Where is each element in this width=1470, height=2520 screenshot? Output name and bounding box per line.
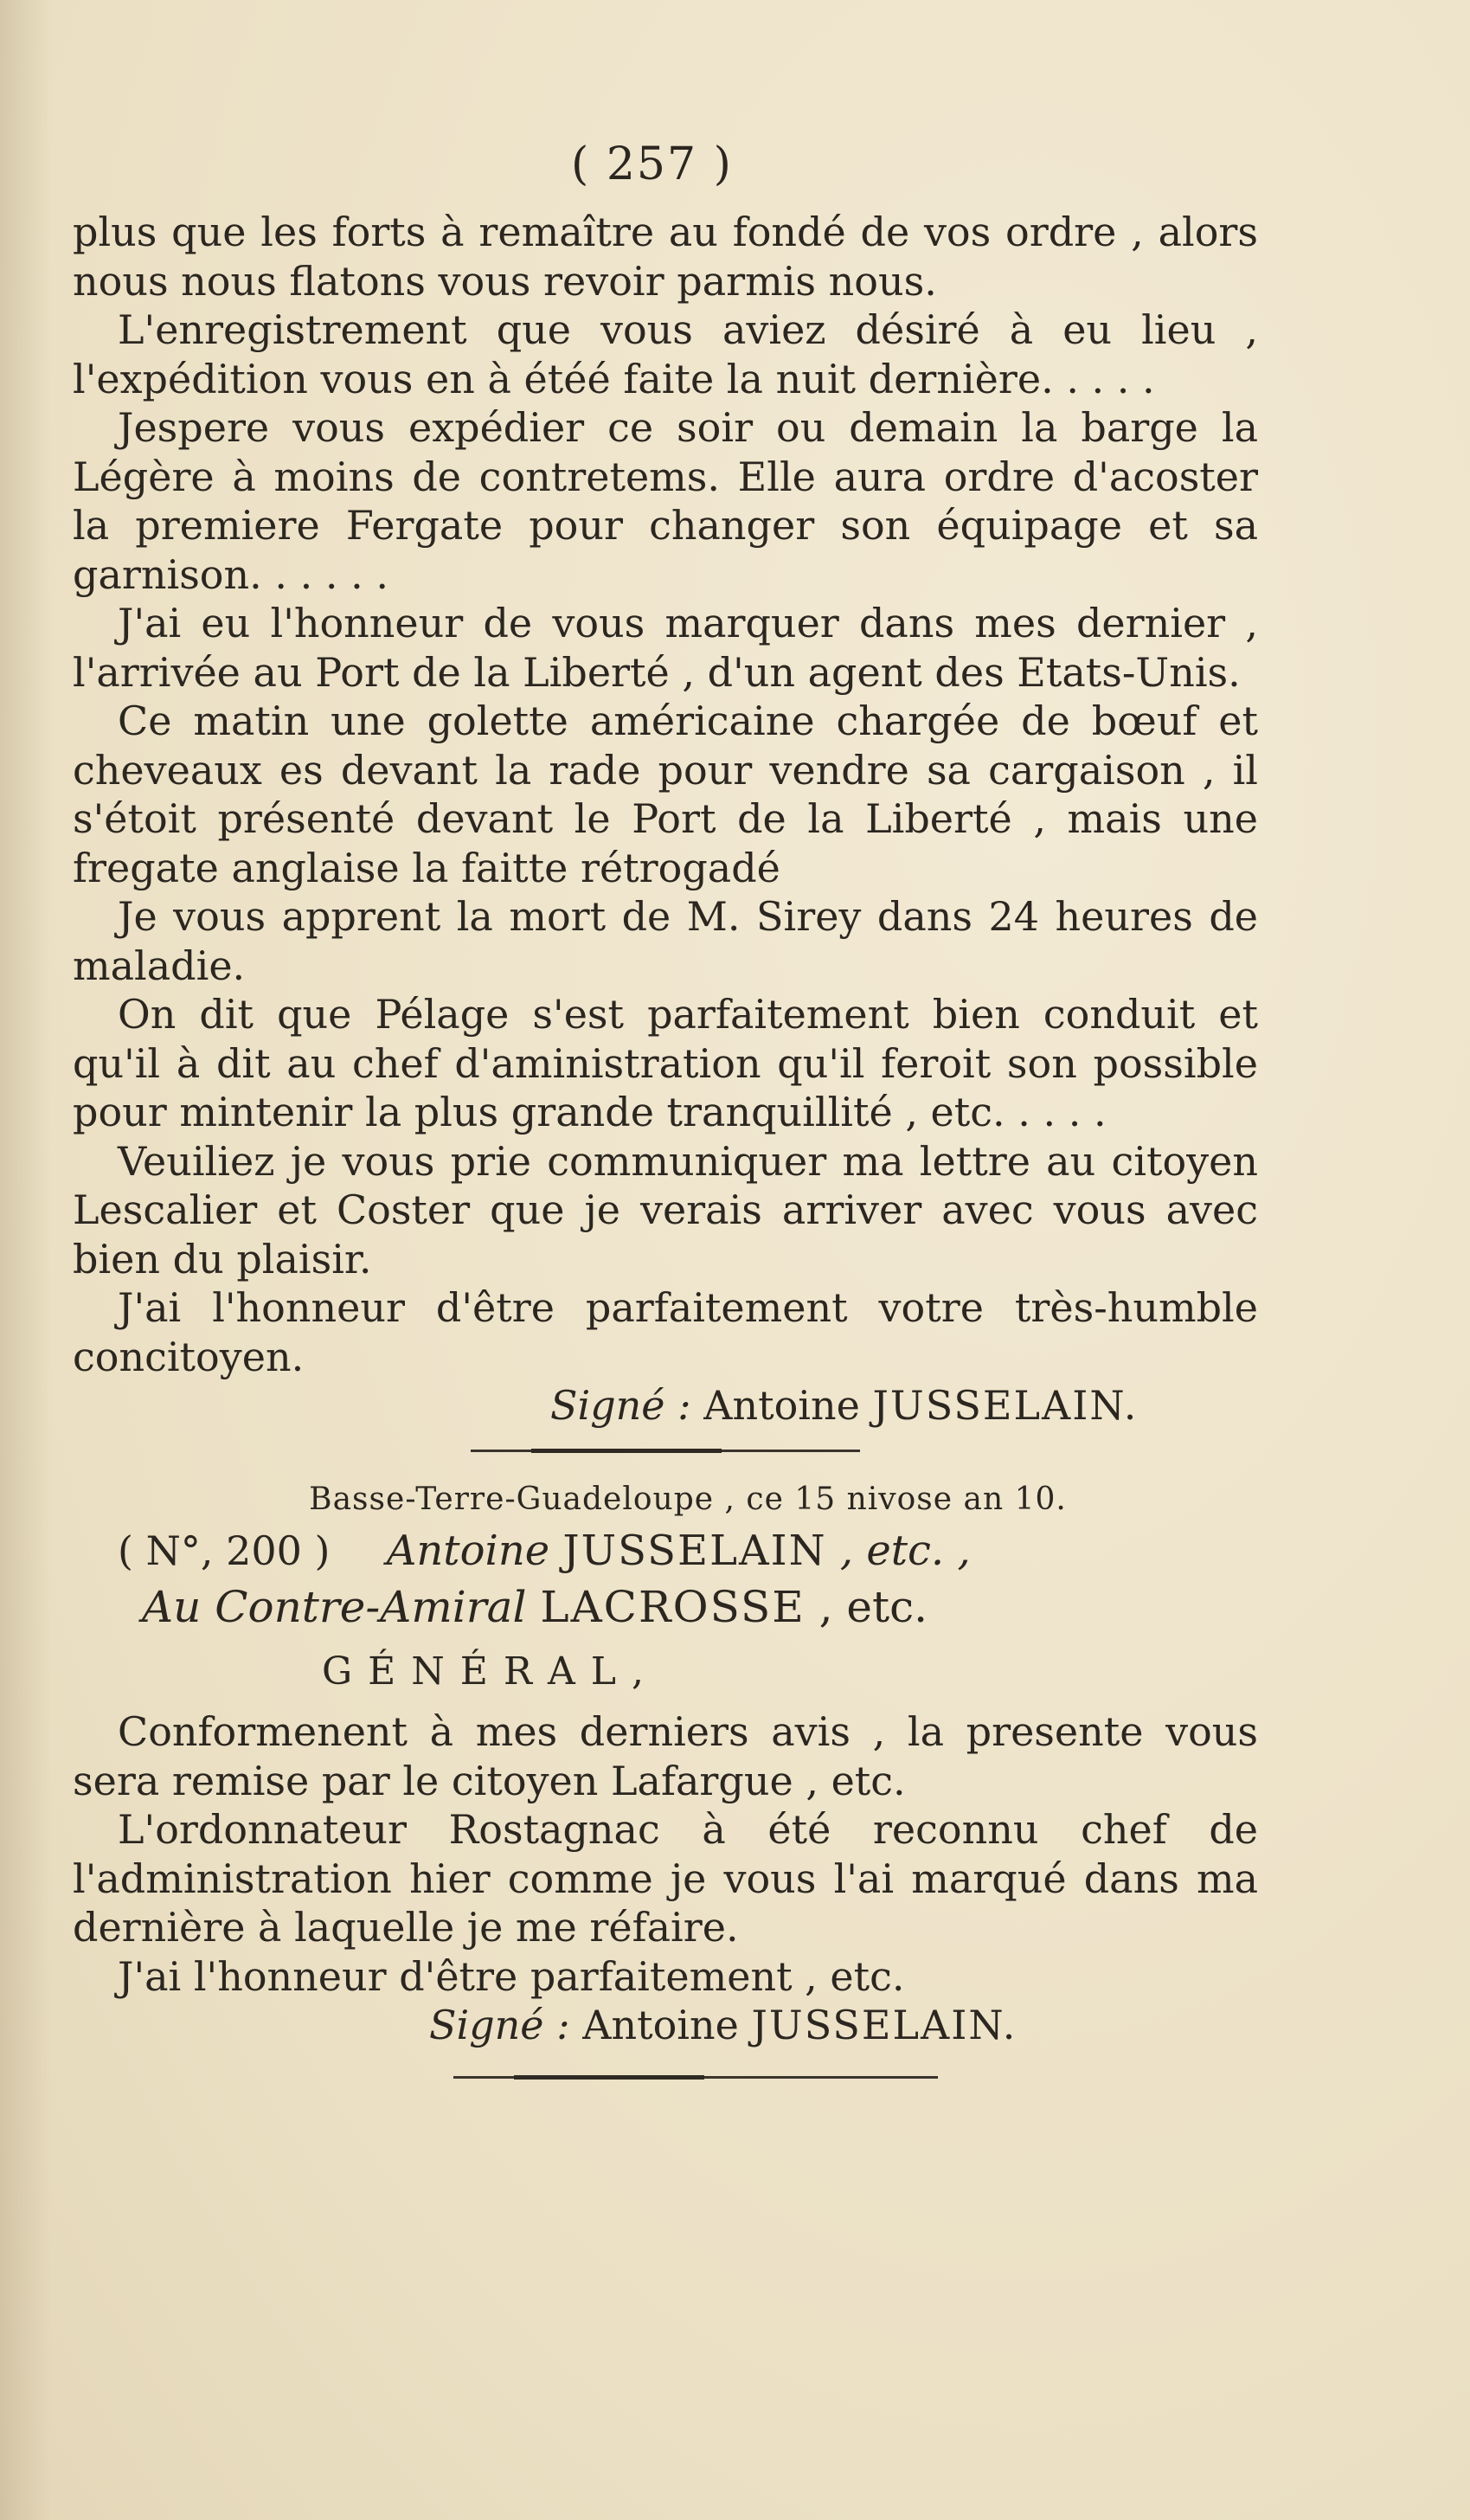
addressee-line <box>73 1578 1258 1636</box>
signature-label: Signé : <box>550 1382 691 1429</box>
paragraph: Jespere vous expédier ce soir ou demain la barge la Légère à moins de contretems. Elle aura ordre d'acoster la premiere Fergate pour changer son équipage et sa garnison. . . . . . <box>73 404 1258 598</box>
paragraph: L'enregistrement que vous aviez désiré à eu lieu , l'expédition vous en à étéé faite la nuit dernière. . . . . <box>73 306 1258 402</box>
separator <box>73 2050 1258 2095</box>
paragraph: On dit que Pélage s'est parfaitement bien conduit et qu'il à dit au chef d'aministration qu'il feroit son possible pour mintenir la plus grande tranquillité , etc. . . . . <box>73 991 1258 1135</box>
signature-first-name: Antoine <box>582 2002 739 2048</box>
salutation: GÉNÉRAL, <box>322 1649 659 1694</box>
page-number: ( 257 ) <box>571 138 733 190</box>
dateline: Basse-Terre-Guadeloupe , ce 15 nivose an 10. <box>309 1481 1067 1517</box>
sender-last-name: JUSSELAIN <box>562 1527 827 1575</box>
signature-first-name: Antoine <box>703 1382 860 1429</box>
paragraph: Je vous apprent la mort de M. Sirey dans 24 heures de maladie. <box>73 893 1258 989</box>
sender-first-name: Antoine <box>386 1527 550 1575</box>
signature-line <box>73 2001 1258 2050</box>
paragraph: Ce matin une golette américaine chargée de bœuf et cheveaux es devant la rade pour vendre sa cargaison , il s'étoit présenté devant le Port de la Liberté , mais une fregate anglaise la faitte rétrogadé <box>73 698 1258 891</box>
paragraph: plus que les forts à remaître au fondé de vos ordre , alors nous nous flatons vous revoir parmis nous. <box>73 209 1258 305</box>
paragraph: J'ai l'honneur d'être parfaitement , etc. <box>118 1952 905 2000</box>
paragraph: J'ai l'honneur d'être parfaitement votre très-humble concitoyen. <box>73 1284 1258 1380</box>
document-body <box>73 208 1258 2095</box>
letter-number: ( N°, 200 ) <box>118 1527 331 1574</box>
paragraph: Veuiliez je vous prie communiquer ma lettre au citoyen Lescalier et Coster que je verais arriver avec vous avec bien du plaisir. <box>73 1137 1258 1282</box>
separator <box>73 1430 1258 1475</box>
signature-label: Signé : <box>429 2002 570 2048</box>
sender-suffix: , etc. , <box>839 1527 971 1575</box>
addressee-suffix: , etc. <box>818 1582 928 1632</box>
signature-last-name: JUSSELAIN. <box>751 2002 1017 2048</box>
signature-last-name: JUSSELAIN. <box>872 1382 1139 1429</box>
letter-header <box>73 1524 1258 1578</box>
paragraph: Conformenent à mes derniers avis , la presente vous sera remise par le citoyen Lafargue , etc. <box>73 1708 1258 1804</box>
addressee-name: LACROSSE <box>540 1582 806 1632</box>
signature-line <box>73 1381 1258 1430</box>
paragraph: L'ordonnateur Rostagnac à été reconnu chef de l'administration hier comme je vous l'ai marqué dans ma dernière à laquelle je me réfaire. <box>73 1806 1258 1951</box>
paragraph: J'ai eu l'honneur de vous marquer dans mes dernier , l'arrivée au Port de la Liberté , d'un agent des Etats-Unis. <box>73 600 1258 696</box>
addressee-prefix: Au Contre-Amiral <box>142 1582 527 1632</box>
